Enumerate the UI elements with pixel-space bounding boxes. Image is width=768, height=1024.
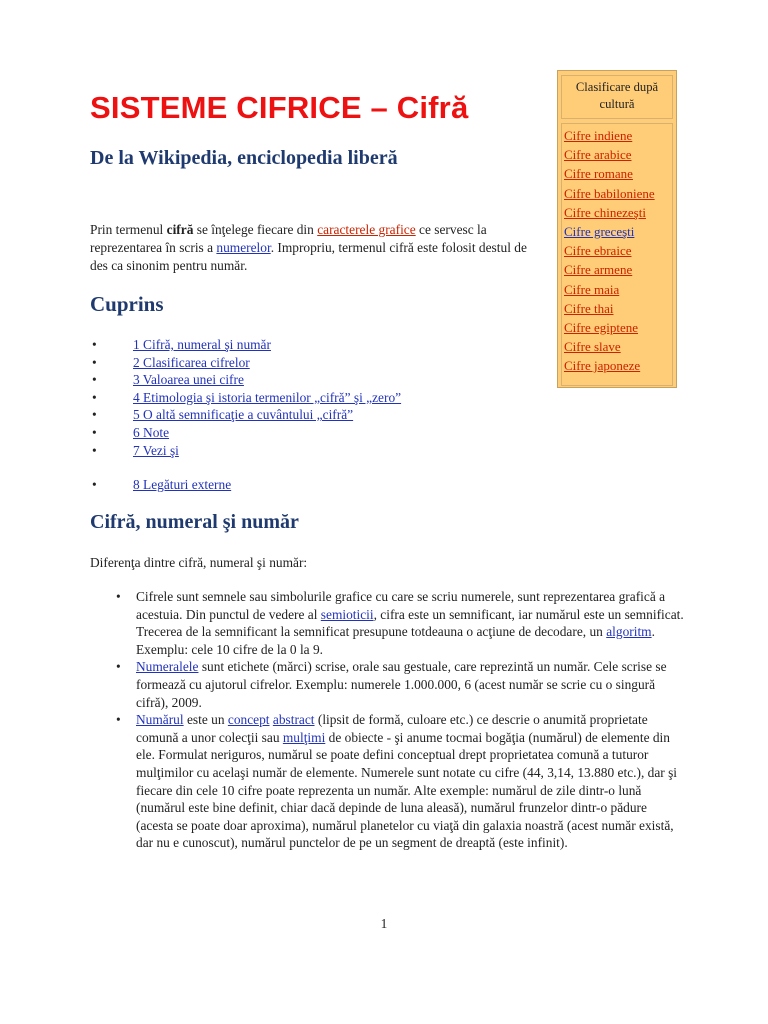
item-text: , cifra este un semnificant, iar numărul este un semnificat. Trecerea de la semnificant la semnificat presupune totdeauna o acţiune de decodare, un bbox=[136, 606, 684, 640]
sidebox-link-armene[interactable]: Cifre armene bbox=[564, 262, 633, 278]
toc-link[interactable]: 1 Cifră, numeral şi număr bbox=[133, 337, 271, 352]
intro-text: Prin termenul bbox=[90, 222, 167, 237]
page-title: SISTEME CIFRICE – Cifră bbox=[90, 90, 469, 125]
sidebox-link-babiloniene[interactable]: Cifre babiloniene bbox=[564, 185, 655, 201]
toc-item bbox=[112, 424, 401, 442]
sidebox-link-grecesti[interactable]: Cifre greceşti bbox=[564, 224, 635, 240]
sidebox-heading: Clasificare după cultură bbox=[561, 75, 673, 119]
sidebox-link-slave[interactable]: Cifre slave bbox=[564, 339, 621, 355]
definition-list bbox=[116, 588, 684, 852]
toc-item bbox=[112, 406, 401, 424]
table-of-contents bbox=[112, 336, 401, 494]
link-caractere-grafice[interactable]: caracterele grafice bbox=[317, 222, 416, 237]
page-number: 1 bbox=[380, 916, 388, 931]
toc-heading: Cuprins bbox=[90, 292, 164, 316]
list-item bbox=[116, 711, 684, 852]
link-abstract[interactable]: abstract bbox=[272, 712, 315, 728]
sidebox-link-maia[interactable]: Cifre maia bbox=[564, 281, 620, 297]
intro-text: se înţelege fiecare din bbox=[193, 222, 318, 237]
intro-text: ce servesc la reprezentarea în scris a bbox=[90, 222, 487, 255]
item-text: Cifrele sunt semnele sau simbolurile grafice cu care se scriu numerele, sunt reprezentarea grafică a acestuia. Din punctul de vedere al bbox=[136, 589, 666, 622]
item-text: . Exemplu: cele 10 cifre de la 0 la 9. bbox=[136, 624, 655, 657]
link-multimi[interactable]: mulţimi bbox=[282, 729, 326, 745]
section-heading: Cifră, numeral şi număr bbox=[90, 511, 299, 533]
intro-text: . Impropriu, termenul cifră este folosit destul de des ca sinonim pentru număr. bbox=[90, 240, 527, 273]
toc-link[interactable]: 6 Note bbox=[133, 424, 170, 440]
sidebox-link-egiptene[interactable]: Cifre egiptene bbox=[564, 320, 638, 336]
item-text: de obiecte - şi anume tocmai bogăţia (numărul) de elemente din ele. Formulat neriguros, numărul se poate defini conceptual drept proprietatea comună a tuturor mulţimilor cu acelaşi număr de elemente. Numerele sunt notate cu cifre (44, 3,14, 13.880 etc.), dar şi fiecare din cele 10 cifre poate reprezenta un număr. Alte exemple: numărul de zile dintr-o lună (numărul este bine definit, chiar dacă depinde de luna aleasă), numărul frunzelor dintr-o pădure (acesta se poate doar aproxima), numărul planetelor cu viaţă din galaxia noastră (acest număr există, dar nu e cunoscut), numărul punctelor de pe un segment de dreaptă (este infinit). bbox=[136, 729, 678, 851]
link-numeralele[interactable]: Numeralele bbox=[136, 659, 199, 675]
toc-item bbox=[112, 389, 401, 407]
link-concept[interactable]: concept bbox=[227, 712, 270, 728]
sidebox-link-arabice[interactable]: Cifre arabice bbox=[564, 147, 632, 163]
toc-link[interactable]: 3 Valoarea unei cifre bbox=[133, 372, 244, 388]
toc-item bbox=[112, 476, 401, 494]
item-text: sunt etichete (mărci) scrise, orale sau gestuale, care reprezintă un număr. Cele scrise se formează cu ajutorul cifrelor. Exemplu: numerele 1.000.000, 6 (acest număr se scrie cu o singură cifră), 2009. bbox=[136, 659, 667, 710]
item-text: este un bbox=[183, 712, 228, 728]
toc-link[interactable]: 2 Clasificarea cifrelor bbox=[133, 354, 250, 370]
sidebox-link-thai[interactable]: Cifre thai bbox=[564, 300, 614, 316]
toc-item bbox=[112, 336, 401, 354]
sidebox-link-romane[interactable]: Cifre romane bbox=[564, 166, 633, 182]
link-algoritm[interactable]: algoritm bbox=[606, 624, 652, 640]
toc-item bbox=[112, 354, 401, 372]
sidebox-links bbox=[561, 123, 673, 386]
sidebox-link-indiene[interactable]: Cifre indiene bbox=[564, 128, 633, 143]
link-numarul[interactable]: Numărul bbox=[136, 712, 184, 728]
page-subtitle: De la Wikipedia, enciclopedia liberă bbox=[90, 147, 398, 169]
toc-link[interactable]: 5 O altă semnificaţie a cuvântului „cifră” bbox=[133, 407, 354, 423]
link-numerelor[interactable]: numerelor bbox=[216, 240, 271, 255]
toc-link[interactable]: 7 Vezi şi bbox=[133, 442, 179, 458]
item-text: (lipsit de formă, culoare etc.) ce descrie o anumită proprietate comună a unor colecţii sau bbox=[136, 712, 648, 745]
intro-bold-term: cifră bbox=[166, 222, 194, 237]
toc-link[interactable]: 8 Legături externe bbox=[133, 477, 232, 493]
toc-link[interactable]: 4 Etimologia şi istoria termenilor „cifră” şi „zero” bbox=[133, 389, 402, 405]
link-semioticii[interactable]: semioticii bbox=[320, 606, 374, 622]
classification-sidebox bbox=[557, 70, 677, 388]
sidebox-link-japoneze[interactable]: Cifre japoneze bbox=[564, 358, 641, 374]
sidebox-link-ebraice[interactable]: Cifre ebraice bbox=[564, 243, 632, 259]
intro-paragraph bbox=[90, 221, 540, 275]
toc-item bbox=[112, 371, 401, 389]
list-item bbox=[116, 588, 684, 658]
list-item bbox=[116, 658, 684, 711]
sidebox-link-chinezesti[interactable]: Cifre chinezeşti bbox=[564, 204, 646, 220]
section-intro: Diferenţa dintre cifră, numeral şi număr: bbox=[90, 555, 308, 570]
toc-item bbox=[112, 442, 401, 460]
